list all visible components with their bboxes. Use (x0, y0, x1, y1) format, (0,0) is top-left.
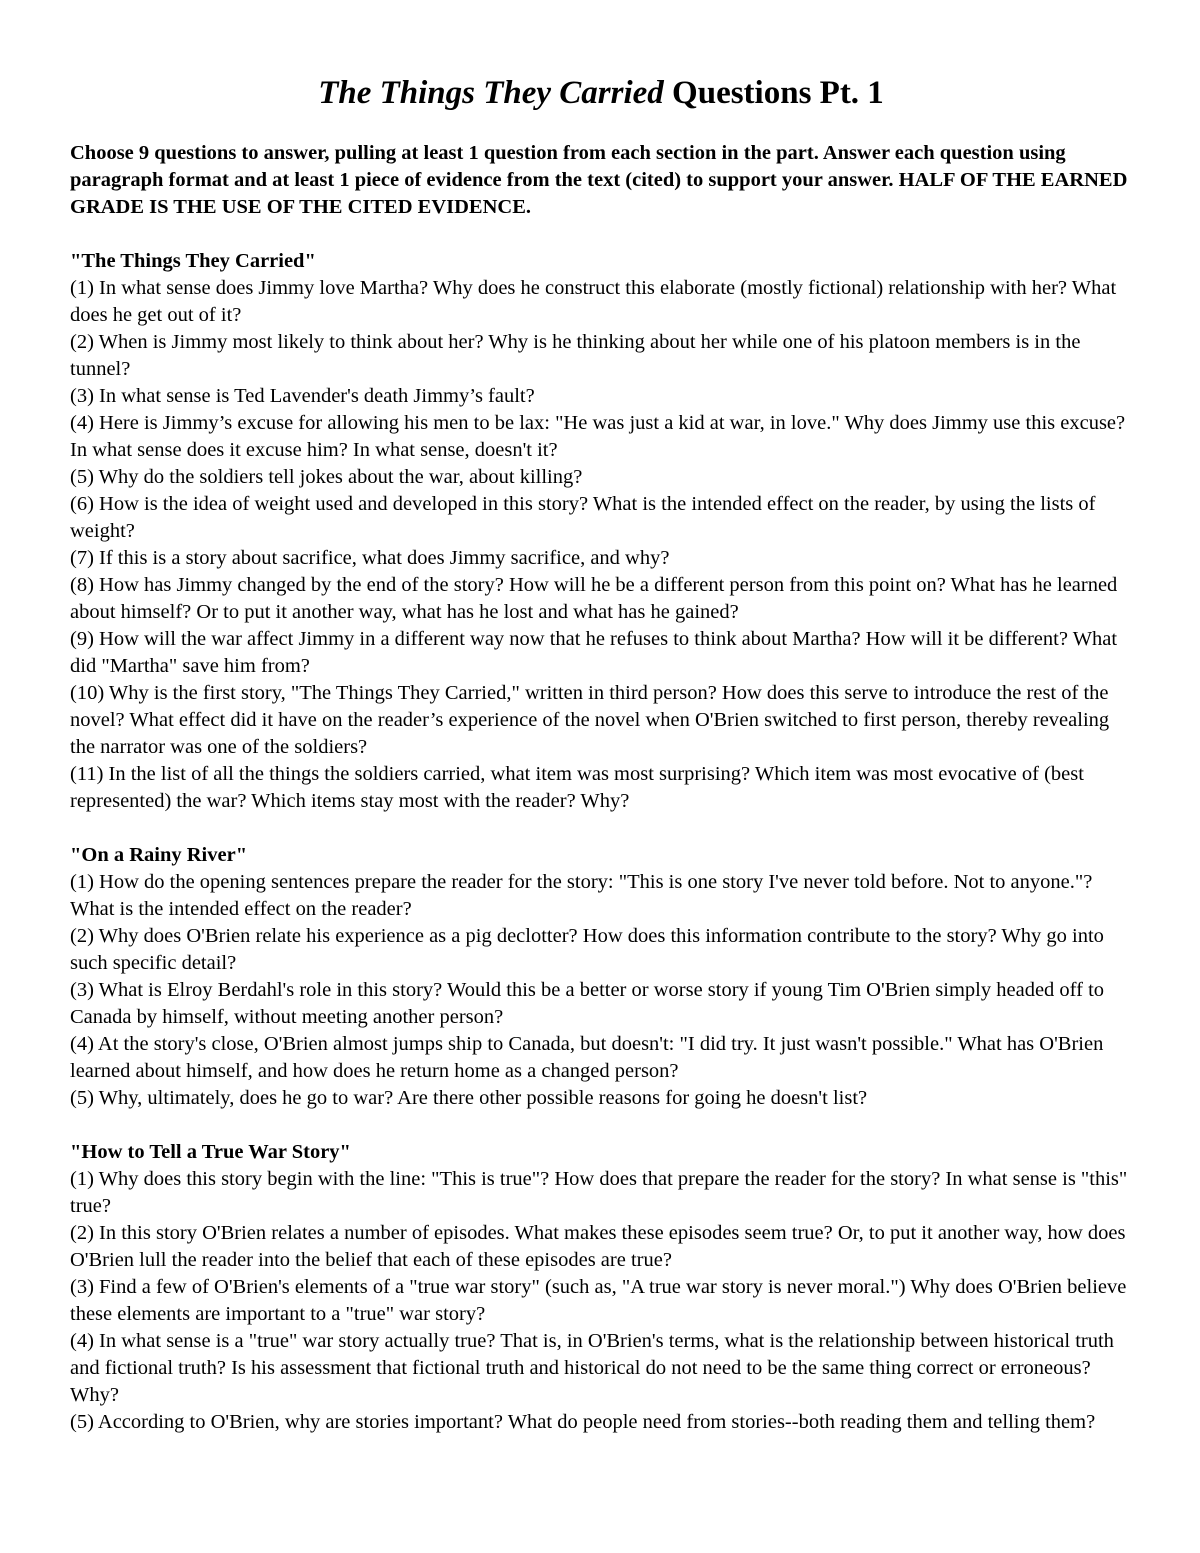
question-item: (1) Why does this story begin with the line: "This is true"? How does that prepare the reader for the story? In what sense is "this" true? (70, 1168, 1128, 1217)
title-italic: The Things They Carried (318, 75, 664, 111)
document-page (70, 70, 1132, 1436)
question-item: (6) How is the idea of weight used and developed in this story? What is the intended effect on the reader, by using the lists of weight? (70, 493, 1096, 542)
question-item: (5) Why, ultimately, does he go to war? Are there other possible reasons for going he doesn't list? (70, 1087, 868, 1109)
question-item: (5) According to O'Brien, why are stories important? What do people need from stories--both reading them and telling them? (70, 1411, 1096, 1433)
question-item: (8) How has Jimmy changed by the end of the story? How will he be a different person from this point on? What has he learned about himself? Or to put it another way, what has he lost and what has he gained? (70, 574, 1118, 623)
page-title (70, 70, 1132, 116)
section-title: "How to Tell a True War Story" (70, 1141, 351, 1163)
question-item: (1) In what sense does Jimmy love Martha? Why does he construct this elaborate (mostly fictional) relationship with her? What does he get out of it? (70, 277, 1117, 326)
question-item: (9) How will the war affect Jimmy in a different way now that he refuses to think about Martha? How will it be different? What did "Martha" save him from? (70, 628, 1118, 677)
question-item: (4) Here is Jimmy’s excuse for allowing his men to be lax: "He was just a kid at war, in love." Why does Jimmy use this excuse? In what sense does it excuse him? In what sense, doesn't it? (70, 412, 1126, 461)
title-rest: Questions Pt. 1 (663, 75, 884, 111)
question-item: (4) At the story's close, O'Brien almost jumps ship to Canada, but doesn't: "I did try. It just wasn't possible." What has O'Brien learned about himself, and how does he return home as a changed person? (70, 1033, 1104, 1082)
question-item: (3) What is Elroy Berdahl's role in this story? Would this be a better or worse story if young Tim O'Brien simply headed off to Canada by himself, without meeting another person? (70, 979, 1105, 1028)
section-title: "On a Rainy River" (70, 844, 248, 866)
question-item: (4) In what sense is a "true" war story actually true? That is, in O'Brien's terms, what is the relationship between historical truth and fictional truth? Is his assessment that fictional truth and historical do not need to be the same thing correct or erroneous? Why? (70, 1330, 1114, 1406)
section-on-a-rainy-river (70, 842, 1132, 1112)
question-item: (5) Why do the soldiers tell jokes about the war, about killing? (70, 466, 583, 488)
section-how-to-tell-a-true-war-story (70, 1139, 1132, 1436)
question-item: (10) Why is the first story, "The Things They Carried," written in third person? How does this serve to introduce the rest of the novel? What effect did it have on the reader’s experience of the novel when O'Brien switched to first person, thereby revealing the narrator was one of the soldiers? (70, 682, 1110, 758)
question-item: (3) In what sense is Ted Lavender's death Jimmy’s fault? (70, 385, 535, 407)
question-item: (7) If this is a story about sacrifice, what does Jimmy sacrifice, and why? (70, 547, 670, 569)
question-item: (2) Why does O'Brien relate his experience as a pig declotter? How does this information contribute to the story? Why go into such specific detail? (70, 925, 1104, 974)
question-item: (3) Find a few of O'Brien's elements of a "true war story" (such as, "A true war story is never moral.") Why does O'Brien believe these elements are important to a "true" war story? (70, 1276, 1127, 1325)
section-title: "The Things They Carried" (70, 250, 316, 272)
instructions-paragraph: Choose 9 questions to answer, pulling at least 1 question from each section in the part. Answer each question using paragraph format and at least 1 piece of evidence from the text (cited) to support your answer. HALF OF THE EARNED GRADE IS THE USE OF THE CITED EVIDENCE. (70, 142, 1128, 218)
question-item: (11) In the list of all the things the soldiers carried, what item was most surprising? Which item was most evocative of (best represented) the war? Which items stay most with the reader? Why? (70, 763, 1084, 812)
question-item: (1) How do the opening sentences prepare the reader for the story: "This is one story I've never told before. Not to anyone."? What is the intended effect on the reader? (70, 871, 1093, 920)
question-item: (2) In this story O'Brien relates a number of episodes. What makes these episodes seem true? Or, to put it another way, how does O'Brien lull the reader into the belief that each of these episodes are true? (70, 1222, 1126, 1271)
section-things-they-carried (70, 248, 1132, 815)
question-item: (2) When is Jimmy most likely to think about her? Why is he thinking about her while one of his platoon members is in the tunnel? (70, 331, 1081, 380)
